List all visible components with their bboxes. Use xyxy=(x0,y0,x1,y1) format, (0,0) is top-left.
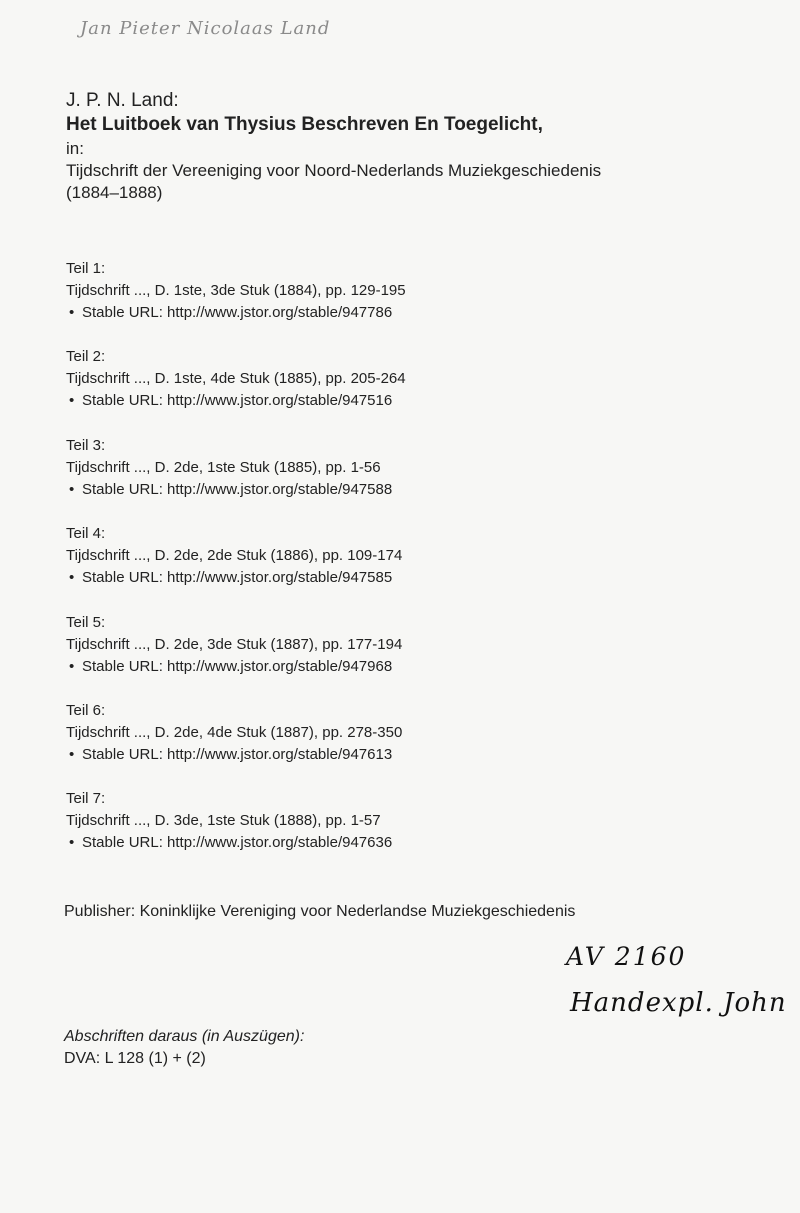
part-entry xyxy=(66,258,766,346)
part-label: Teil 5: xyxy=(66,613,106,631)
document-header xyxy=(66,89,766,204)
publisher: Publisher: Koninklijke Vereniging voor Nederlandse Muziekgeschiedenis xyxy=(64,903,576,920)
part-label: Teil 2: xyxy=(66,348,106,366)
part-citation: Tijdschrift ..., D. 2de, 1ste Stuk (1885), pp. 1-56 xyxy=(66,458,381,476)
bullet-icon: • xyxy=(69,569,75,587)
part-label: Teil 3: xyxy=(66,436,106,454)
title: Het Luitboek van Thysius Beschreven En Toegelicht, xyxy=(66,114,543,135)
part-entry xyxy=(66,612,766,700)
bullet-icon: • xyxy=(69,745,75,763)
part-citation: Tijdschrift ..., D. 1ste, 3de Stuk (1884), pp. 129-195 xyxy=(66,282,406,299)
journal-years: (1884–1888) xyxy=(66,183,163,202)
stable-url: Stable URL: http://www.jstor.org/stable/947636 xyxy=(82,834,393,852)
part-entry xyxy=(66,523,766,611)
part-label: Teil 6: xyxy=(66,701,106,719)
part-citation: Tijdschrift ..., D. 2de, 4de Stuk (1887), pp. 278-350 xyxy=(66,723,403,741)
stable-url: Stable URL: http://www.jstor.org/stable/947786 xyxy=(82,304,393,321)
part-label: Teil 4: xyxy=(66,525,106,543)
part-entry xyxy=(66,700,766,788)
bullet-icon: • xyxy=(69,834,75,852)
part-citation: Tijdschrift ..., D. 2de, 3de Stuk (1887), pp. 177-194 xyxy=(66,635,403,653)
bullet-icon: • xyxy=(69,392,75,410)
stable-url: Stable URL: http://www.jstor.org/stable/947968 xyxy=(82,657,393,675)
stable-url: Stable URL: http://www.jstor.org/stable/947613 xyxy=(82,745,393,763)
handwritten-author-name: Jan Pieter Nicolaas Land xyxy=(80,18,331,39)
parts-list xyxy=(66,258,766,877)
part-label: Teil 7: xyxy=(66,790,106,808)
handwritten-signature-code: AV 2160 xyxy=(566,942,687,971)
stable-url: Stable URL: http://www.jstor.org/stable/947588 xyxy=(82,480,393,498)
stable-url: Stable URL: http://www.jstor.org/stable/947585 xyxy=(82,569,393,587)
part-entry xyxy=(66,435,766,523)
part-entry xyxy=(66,346,766,434)
part-label: Teil 1: xyxy=(66,260,106,277)
in-label: in: xyxy=(66,139,84,158)
bullet-icon: • xyxy=(69,657,75,675)
part-citation: Tijdschrift ..., D. 2de, 2de Stuk (1886), pp. 109-174 xyxy=(66,547,403,565)
journal-name: Tijdschrift der Vereeniging voor Noord-Nederlands Muziekgeschiedenis xyxy=(66,161,602,180)
copies-section xyxy=(64,1026,304,1070)
part-entry xyxy=(66,788,766,876)
part-citation: Tijdschrift ..., D. 1ste, 4de Stuk (1885), pp. 205-264 xyxy=(66,370,406,388)
copies-label: Abschriften daraus (in Auszügen): xyxy=(64,1028,305,1045)
handwritten-note: Handexpl. John xyxy=(570,988,787,1018)
bullet-icon: • xyxy=(69,304,75,321)
part-citation: Tijdschrift ..., D. 3de, 1ste Stuk (1888), pp. 1-57 xyxy=(66,812,381,830)
author: J. P. N. Land: xyxy=(66,90,179,111)
bullet-icon: • xyxy=(69,480,75,498)
copies-value: DVA: L 128 (1) + (2) xyxy=(64,1050,206,1067)
stable-url: Stable URL: http://www.jstor.org/stable/947516 xyxy=(82,392,393,410)
